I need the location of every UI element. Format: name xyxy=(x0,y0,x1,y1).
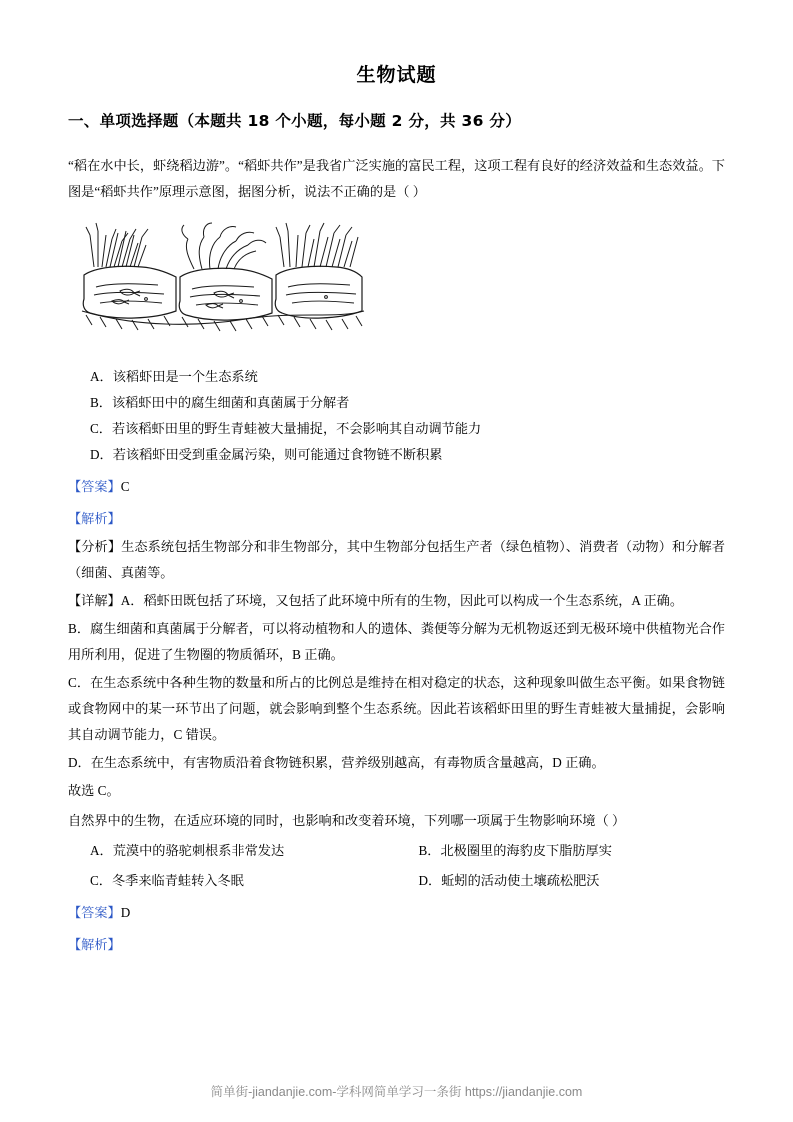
choice-a[interactable]: A．该稻虾田是一个生态系统 xyxy=(90,369,258,384)
question-2-stem: 自然界中的生物，在适应环境的同时，也影响和改变着环境，下列哪一项属于生物影响环境（ ） xyxy=(68,813,626,828)
choice-d[interactable]: D．若该稻虾田受到重金属污染，则可能通过食物链不断积累 xyxy=(90,447,443,462)
question-1-stem: “稻在水中长，虾绕稻边游”。“稻虾共作”是我省广泛实施的富民工程，这项工程有良好的经济效益和生态效益。下图是“稻虾共作”原理示意图，据图分析，说法不正确的是（ ） xyxy=(68,158,725,199)
answer-value: C xyxy=(120,479,130,494)
question-1-answer xyxy=(68,474,725,500)
question-1-analysis-label xyxy=(68,506,725,532)
choice-a[interactable]: A．荒漠中的骆驼刺根系非常发达 xyxy=(90,843,285,858)
answer-label: 【答案】 xyxy=(68,479,121,494)
explanation-c: C．在生态系统中各种生物的数量和所占的比例总是维持在相对稳定的状态，这种现象叫做生态平衡。如果食物链或食物网中的某一环节出了问题，就会影响到整个生态系统。因此若该稻虾田里的野生青蛙被大量捕捉，会影响其自动调节能力，C 错误。 xyxy=(68,675,725,742)
question-1-choices xyxy=(68,364,725,468)
choice-b[interactable]: B．北极圈里的海豹皮下脂肪厚实 xyxy=(418,843,612,858)
explanation-analysis: 【分析】生态系统包括生物部分和非生物部分，其中生物部分包括生产者（绿色植物）、消费者（动物）和分解者（细菌、真菌等。 xyxy=(68,539,725,580)
question-2-analysis-label xyxy=(68,932,725,958)
question-1 xyxy=(68,153,725,804)
analysis-label: 【解析】 xyxy=(68,937,121,952)
analysis-label: 【解析】 xyxy=(68,511,121,526)
explanation-a: 【详解】A．稻虾田既包括了环境，又包括了此环境中所有的生物，因此可以构成一个生态系统，A 正确。 xyxy=(68,593,684,608)
page-title: 生物试题 xyxy=(356,64,437,86)
footer-watermark: 简单街-jiandanjie.com-学科网简单学习一条街 https://jiandanjie.com xyxy=(210,1085,583,1099)
explanation-b: B．腐生细菌和真菌属于分解者，可以将动植物和人的遗体、粪便等分解为无机物返还到无极环境中供植物光合作用所利用，促进了生物圈的物质循环，B 正确。 xyxy=(68,621,725,662)
explanation-d: D．在生态系统中，有害物质沿着食物链积累，营养级别越高，有毒物质含量越高，D 正确。 xyxy=(68,755,605,770)
question-2-choices-row-1 xyxy=(68,838,725,864)
choice-d[interactable]: D．蚯蚓的活动使土壤疏松肥沃 xyxy=(418,873,600,888)
explanation-conclusion: 故选 C。 xyxy=(68,783,120,798)
rice-shrimp-diagram-icon xyxy=(76,215,366,345)
question-2 xyxy=(68,808,725,958)
question-2-choices-row-2 xyxy=(68,868,725,894)
question-2-answer xyxy=(68,900,725,926)
choice-c[interactable]: C．若该稻虾田里的野生青蛙被大量捕捉，不会影响其自动调节能力 xyxy=(90,421,482,436)
answer-value: D xyxy=(120,905,131,920)
choice-c[interactable]: C．冬季来临青蛙转入冬眠 xyxy=(90,873,244,888)
question-1-figure xyxy=(68,215,725,350)
choice-b[interactable]: B．该稻虾田中的腐生细菌和真菌属于分解者 xyxy=(90,395,350,410)
answer-label: 【答案】 xyxy=(68,905,121,920)
section-heading: 一、单项选择题（本题共 18 个小题，每小题 2 分，共 36 分） xyxy=(68,112,522,130)
